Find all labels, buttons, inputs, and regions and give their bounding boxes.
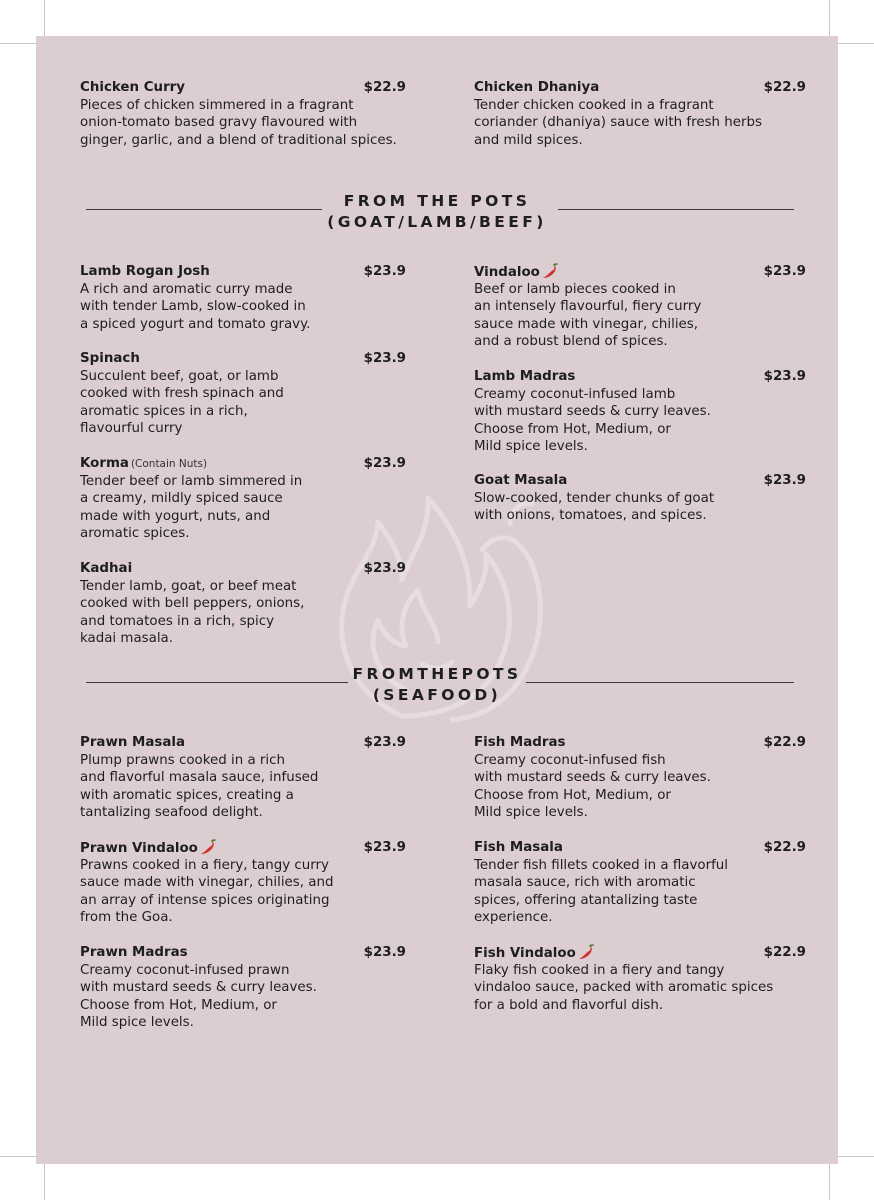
menu-item-spinach bbox=[80, 350, 408, 438]
menu-item-prawn-vindaloo bbox=[80, 839, 408, 927]
chili-icon bbox=[578, 944, 594, 960]
item-price: $22.9 bbox=[763, 80, 806, 95]
item-price: $23.9 bbox=[763, 369, 806, 384]
menu-item-kadhai bbox=[80, 560, 408, 648]
item-name: Chicken Dhaniya bbox=[474, 80, 600, 95]
item-price: $22.9 bbox=[363, 80, 406, 95]
item-name: Lamb Rogan Josh bbox=[80, 264, 210, 279]
item-name: Lamb Madras bbox=[474, 369, 576, 384]
heading-line: FROMTHEPOTS bbox=[352, 665, 522, 683]
item-description: Tender chicken cooked in a fragrant coriander (dhaniya) sauce with fresh herbs and mild spices. bbox=[474, 97, 762, 148]
crop-mark bbox=[0, 1156, 36, 1157]
item-price: $22.9 bbox=[763, 735, 806, 750]
menu-item-prawn-madras bbox=[80, 944, 408, 1032]
item-description: Pieces of chicken simmered in a fragrant onion-tomato based gravy flavoured with ginger, garlic, and a blend of traditional spices. bbox=[80, 97, 397, 148]
item-name: Spinach bbox=[80, 351, 140, 366]
item-description: Tender beef or lamb simmered in a creamy, mildly spiced sauce made with yogurt, nuts, and aromatic spices. bbox=[80, 473, 303, 541]
heading-line: (SEAFOOD) bbox=[372, 686, 502, 704]
item-description: Tender fish fillets cooked in a flavorful masala sauce, rich with aromatic spices, offering atantalizing taste experience. bbox=[474, 857, 729, 925]
item-description: Slow-cooked, tender chunks of goat with onions, tomatoes, and spices. bbox=[474, 490, 715, 523]
crop-mark bbox=[829, 1164, 830, 1200]
item-description: A rich and aromatic curry made with tender Lamb, slow-cooked in a spiced yogurt and tomato gravy. bbox=[80, 281, 311, 332]
heading-line: (GOAT/LAMB/BEEF) bbox=[327, 213, 547, 231]
chili-icon bbox=[200, 839, 216, 855]
item-description: Creamy coconut-infused prawn with mustard seeds & curry leaves. Choose from Hot, Medium, or Mild spice levels. bbox=[80, 962, 317, 1030]
item-description: Prawns cooked in a fiery, tangy curry sauce made with vinegar, chilies, and an array of intense spices originating from the Goa. bbox=[80, 857, 334, 925]
menu-item-chicken-curry bbox=[80, 79, 408, 149]
crop-mark bbox=[44, 1164, 45, 1200]
crop-mark bbox=[44, 0, 45, 36]
item-price: $23.9 bbox=[763, 473, 806, 488]
section-heading-seafood bbox=[36, 664, 838, 706]
menu-item-fish-masala bbox=[474, 839, 808, 927]
item-price: $22.9 bbox=[763, 840, 806, 855]
item-description: Plump prawns cooked in a rich and flavorful masala sauce, infused with aromatic spices, creating a tantalizing seafood delight. bbox=[80, 752, 319, 820]
item-description: Flaky fish cooked in a fiery and tangy vindaloo sauce, packed with aromatic spices for a bold and flavorful dish. bbox=[474, 962, 774, 1013]
item-name: Goat Masala bbox=[474, 473, 568, 488]
menu-item-lamb-madras bbox=[474, 368, 808, 456]
item-price: $23.9 bbox=[363, 264, 406, 279]
item-name: Kadhai bbox=[80, 561, 133, 576]
section-heading-goat-lamb-beef bbox=[36, 191, 838, 233]
menu-item-chicken-dhaniya bbox=[474, 79, 808, 149]
item-description: Creamy coconut-infused fish with mustard seeds & curry leaves. Choose from Hot, Medium, or Mild spice levels. bbox=[474, 752, 711, 820]
item-description: Succulent beef, goat, or lamb cooked with fresh spinach and aromatic spices in a rich, flavourful curry bbox=[80, 368, 284, 436]
item-name: Fish Masala bbox=[474, 840, 563, 855]
chili-icon bbox=[542, 263, 558, 279]
item-note: (Contain Nuts) bbox=[130, 458, 208, 470]
item-name: Vindaloo bbox=[474, 265, 540, 280]
item-price: $22.9 bbox=[763, 945, 806, 960]
item-name: Fish Vindaloo bbox=[474, 946, 576, 961]
item-name: Prawn Masala bbox=[80, 735, 186, 750]
item-name: Chicken Curry bbox=[80, 80, 186, 95]
item-price: $23.9 bbox=[363, 735, 406, 750]
menu-item-vindaloo bbox=[474, 263, 808, 351]
item-name: Prawn Madras bbox=[80, 945, 188, 960]
item-name: Prawn Vindaloo bbox=[80, 841, 198, 856]
crop-mark bbox=[829, 0, 830, 36]
item-description: Beef or lamb pieces cooked in an intensely flavourful, fiery curry sauce made with vinegar, chilies, and a robust blend of spices. bbox=[474, 281, 702, 349]
menu-page bbox=[36, 36, 838, 1164]
item-description: Tender lamb, goat, or beef meat cooked with bell peppers, onions, and tomatoes in a rich, spicy kadai masala. bbox=[80, 578, 305, 646]
item-price: $23.9 bbox=[363, 561, 406, 576]
menu-item-fish-vindaloo bbox=[474, 944, 824, 1014]
menu-item-korma bbox=[80, 455, 408, 543]
item-price: $23.9 bbox=[363, 945, 406, 960]
item-price: $23.9 bbox=[363, 351, 406, 366]
item-name: Korma bbox=[80, 456, 129, 471]
item-description: Creamy coconut-infused lamb with mustard seeds & curry leaves. Choose from Hot, Medium, or Mild spice levels. bbox=[474, 386, 711, 454]
crop-mark bbox=[838, 43, 874, 44]
item-price: $23.9 bbox=[763, 264, 806, 279]
menu-item-fish-madras bbox=[474, 734, 808, 822]
menu-item-lamb-rogan-josh bbox=[80, 263, 408, 333]
menu-item-goat-masala bbox=[474, 472, 808, 525]
heading-line: FROM THE POTS bbox=[343, 192, 531, 210]
crop-mark bbox=[838, 1156, 874, 1157]
item-price: $23.9 bbox=[363, 840, 406, 855]
menu-item-prawn-masala bbox=[80, 734, 408, 822]
item-name: Fish Madras bbox=[474, 735, 566, 750]
crop-mark bbox=[0, 43, 36, 44]
item-price: $23.9 bbox=[363, 456, 406, 471]
